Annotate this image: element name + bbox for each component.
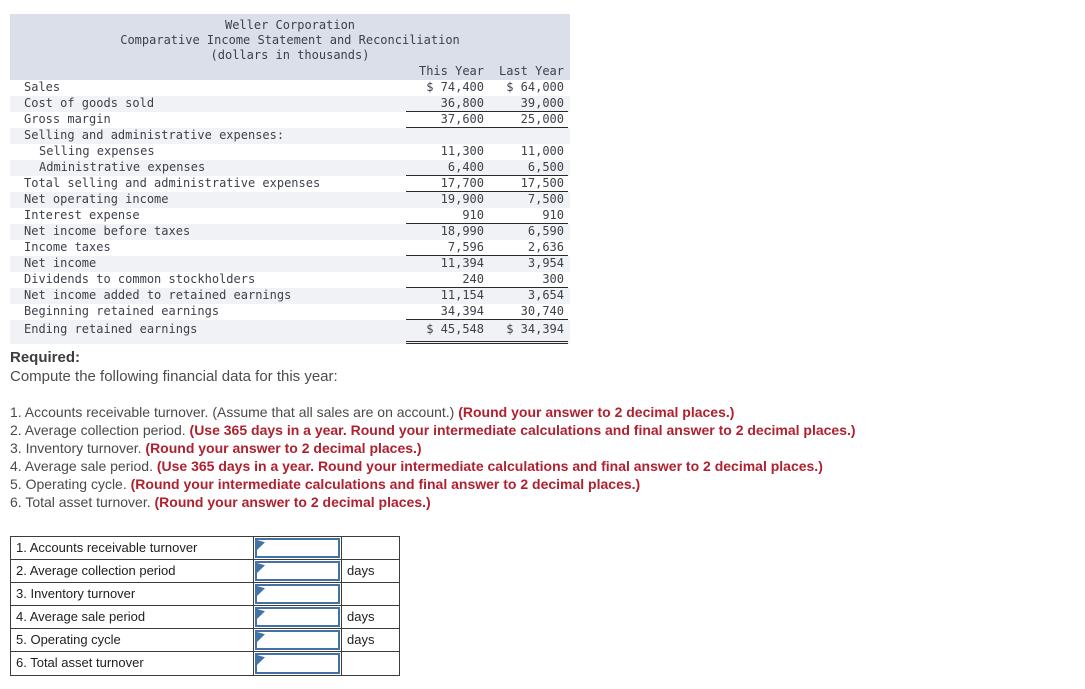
income-statement <box>10 14 570 344</box>
value-last-year: 11,000 <box>520 144 564 158</box>
statement-title: Weller Corporation <box>224 18 356 32</box>
statement-row-label: Dividends to common stockholders <box>24 272 256 286</box>
answer-input-6[interactable] <box>257 655 338 672</box>
requirement-emphasis: (Use 365 days in a year. Round your intermediate calculations and final answer to 2 decimal places.) <box>189 422 856 438</box>
requirement-item <box>10 421 1078 439</box>
statement-units-note: (dollars in thousands) <box>210 48 370 62</box>
statement-row-label: Net operating income <box>24 192 169 206</box>
value-this-year: 37,600 <box>440 112 484 126</box>
statement-row <box>10 240 570 256</box>
value-this-year: 6,400 <box>447 160 484 174</box>
requirement-emphasis: (Round your answer to 2 decimal places.) <box>458 404 735 420</box>
statement-row-label: Total selling and administrative expenses <box>24 176 321 190</box>
statement-row-label: Net income <box>24 256 97 270</box>
statement-row-label: Selling and administrative expenses: <box>24 128 285 142</box>
value-last-year: 7,500 <box>527 192 564 206</box>
value-last-year: 2,636 <box>527 240 564 254</box>
requirement-item <box>10 493 1078 511</box>
statement-row <box>10 272 570 288</box>
statement-row <box>10 320 570 344</box>
answer-input-box <box>255 653 340 674</box>
answer-input-cell <box>254 537 342 559</box>
requirements-list <box>10 403 1078 511</box>
statement-row-values <box>406 128 568 144</box>
statement-row <box>10 160 570 176</box>
statement-row <box>10 304 570 320</box>
required-section <box>10 348 1078 511</box>
value-this-year: 910 <box>462 208 484 222</box>
answer-input-box <box>255 561 340 581</box>
value-this-year: 7,596 <box>447 240 484 254</box>
value-last-year: 3,654 <box>527 288 564 302</box>
value-this-year: 36,800 <box>440 96 484 110</box>
column-header-last-year: Last Year <box>498 64 564 78</box>
answer-unit <box>342 583 399 605</box>
value-this-year: 11,394 <box>440 256 484 270</box>
value-last-year: 25,000 <box>520 112 564 126</box>
answer-input-cell <box>254 629 342 651</box>
statement-row <box>10 144 570 160</box>
statement-row-values <box>406 80 568 96</box>
statement-row-label: Selling expenses <box>39 144 155 158</box>
value-last-year: $ 34,394 <box>506 322 564 336</box>
requirement-text: 5. Operating cycle. <box>10 476 131 492</box>
value-last-year: 910 <box>542 208 564 222</box>
statement-row-values <box>406 208 568 224</box>
statement-row <box>10 128 570 144</box>
requirement-emphasis: (Round your intermediate calculations and final answer to 2 decimal places.) <box>130 476 641 492</box>
statement-row-values <box>406 96 568 112</box>
statement-row-values <box>406 112 568 128</box>
answer-input-1[interactable] <box>257 540 338 556</box>
answers-table <box>10 536 400 676</box>
answer-unit: days <box>347 632 375 647</box>
statement-row-label: Sales <box>24 80 61 94</box>
statement-row-label: Income taxes <box>24 240 111 254</box>
statement-row-label: Administrative expenses <box>39 160 206 174</box>
answer-label: 1. Accounts receivable turnover <box>11 537 254 559</box>
value-last-year <box>484 128 568 143</box>
answer-input-box <box>255 538 340 558</box>
statement-column-headers <box>10 63 570 80</box>
requirement-item <box>10 439 1078 457</box>
statement-rows <box>10 80 570 344</box>
answer-label: 3. Inventory turnover <box>11 583 254 605</box>
required-heading: Required: <box>10 349 81 366</box>
statement-row-values <box>406 272 568 288</box>
answer-input-box <box>255 630 340 650</box>
statement-row-label: Net income added to retained earnings <box>24 288 292 302</box>
statement-row-values <box>406 304 568 320</box>
requirement-text: 1. Accounts receivable turnover. (Assume that all sales are on account.) <box>10 404 459 420</box>
requirement-emphasis: (Round your answer to 2 decimal places.) <box>154 494 431 510</box>
statement-row-values <box>406 256 568 272</box>
answer-row <box>11 606 399 629</box>
value-this-year: 19,900 <box>440 192 484 206</box>
value-this-year: 17,700 <box>440 176 484 190</box>
answer-label: 2. Average collection period <box>11 560 254 582</box>
requirement-item <box>10 475 1078 493</box>
statement-row-values <box>406 160 568 176</box>
value-this-year: 34,394 <box>440 304 484 318</box>
answer-input-cell <box>254 606 342 628</box>
answer-unit <box>342 537 399 559</box>
statement-row-values <box>406 144 568 160</box>
statement-row-values <box>406 288 568 304</box>
answer-row <box>11 583 399 606</box>
value-this-year: 11,154 <box>440 288 484 302</box>
requirement-emphasis: (Round your answer to 2 decimal places.) <box>145 440 422 456</box>
answer-input-2[interactable] <box>257 563 338 579</box>
column-header-this-year: This Year <box>418 64 484 78</box>
answer-row <box>11 629 399 652</box>
statement-row-label: Cost of goods sold <box>24 96 155 110</box>
answer-input-5[interactable] <box>257 632 338 648</box>
value-last-year: $ 64,000 <box>506 80 564 94</box>
value-this-year: $ 74,400 <box>426 80 484 94</box>
statement-header <box>10 14 570 80</box>
value-last-year: 30,740 <box>520 304 564 318</box>
answer-label: 5. Operating cycle <box>11 629 254 651</box>
value-last-year: 3,954 <box>527 256 564 270</box>
requirement-text: 2. Average collection period. <box>10 422 190 438</box>
answer-row <box>11 652 399 675</box>
value-last-year: 39,000 <box>520 96 564 110</box>
answer-input-3[interactable] <box>257 586 338 602</box>
requirement-item <box>10 403 1078 421</box>
value-this-year: 18,990 <box>440 224 484 238</box>
statement-row-values <box>406 240 568 256</box>
statement-row <box>10 192 570 208</box>
required-intro: Compute the following financial data for this year: <box>10 368 338 385</box>
value-last-year: 300 <box>542 272 564 286</box>
requirement-item <box>10 457 1078 475</box>
answer-label: 4. Average sale period <box>11 606 254 628</box>
statement-row-values <box>406 176 568 192</box>
answer-input-cell <box>254 583 342 605</box>
value-this-year: 240 <box>462 272 484 286</box>
statement-row-values <box>406 224 568 240</box>
statement-row <box>10 80 570 96</box>
answer-input-cell <box>254 560 342 582</box>
statement-row <box>10 208 570 224</box>
answer-unit: days <box>347 563 375 578</box>
answer-input-4[interactable] <box>257 609 338 625</box>
value-last-year: 6,590 <box>527 224 564 238</box>
value-this-year <box>406 128 484 143</box>
statement-row <box>10 112 570 128</box>
answer-input-box <box>255 584 340 604</box>
value-this-year: 11,300 <box>440 144 484 158</box>
statement-row <box>10 288 570 304</box>
statement-row <box>10 96 570 112</box>
requirement-text: 3. Inventory turnover. <box>10 440 146 456</box>
answer-input-cell <box>254 652 342 675</box>
statement-row-label: Gross margin <box>24 112 111 126</box>
requirement-emphasis: (Use 365 days in a year. Round your intermediate calculations and final answer to 2 decimal places.) <box>156 458 823 474</box>
value-this-year: $ 45,548 <box>426 322 484 336</box>
requirement-text: 6. Total asset turnover. <box>10 494 155 510</box>
statement-row-label: Ending retained earnings <box>24 322 198 336</box>
statement-row-values <box>406 192 568 208</box>
value-last-year: 6,500 <box>527 160 564 174</box>
statement-subtitle: Comparative Income Statement and Reconciliation <box>120 33 460 47</box>
column-header-spacer <box>24 63 406 80</box>
answer-unit <box>342 652 399 675</box>
statement-row <box>10 256 570 272</box>
answer-unit: days <box>347 609 375 624</box>
statement-row <box>10 176 570 192</box>
answer-label: 6. Total asset turnover <box>11 652 254 675</box>
answer-row <box>11 537 399 560</box>
value-last-year: 17,500 <box>520 176 564 190</box>
answer-input-box <box>255 607 340 627</box>
statement-row <box>10 224 570 240</box>
statement-row-label: Beginning retained earnings <box>24 304 220 318</box>
answer-row <box>11 560 399 583</box>
statement-row-label: Interest expense <box>24 208 140 222</box>
statement-row-values <box>406 320 568 344</box>
requirement-text: 4. Average sale period. <box>10 458 157 474</box>
statement-row-label: Net income before taxes <box>24 224 191 238</box>
